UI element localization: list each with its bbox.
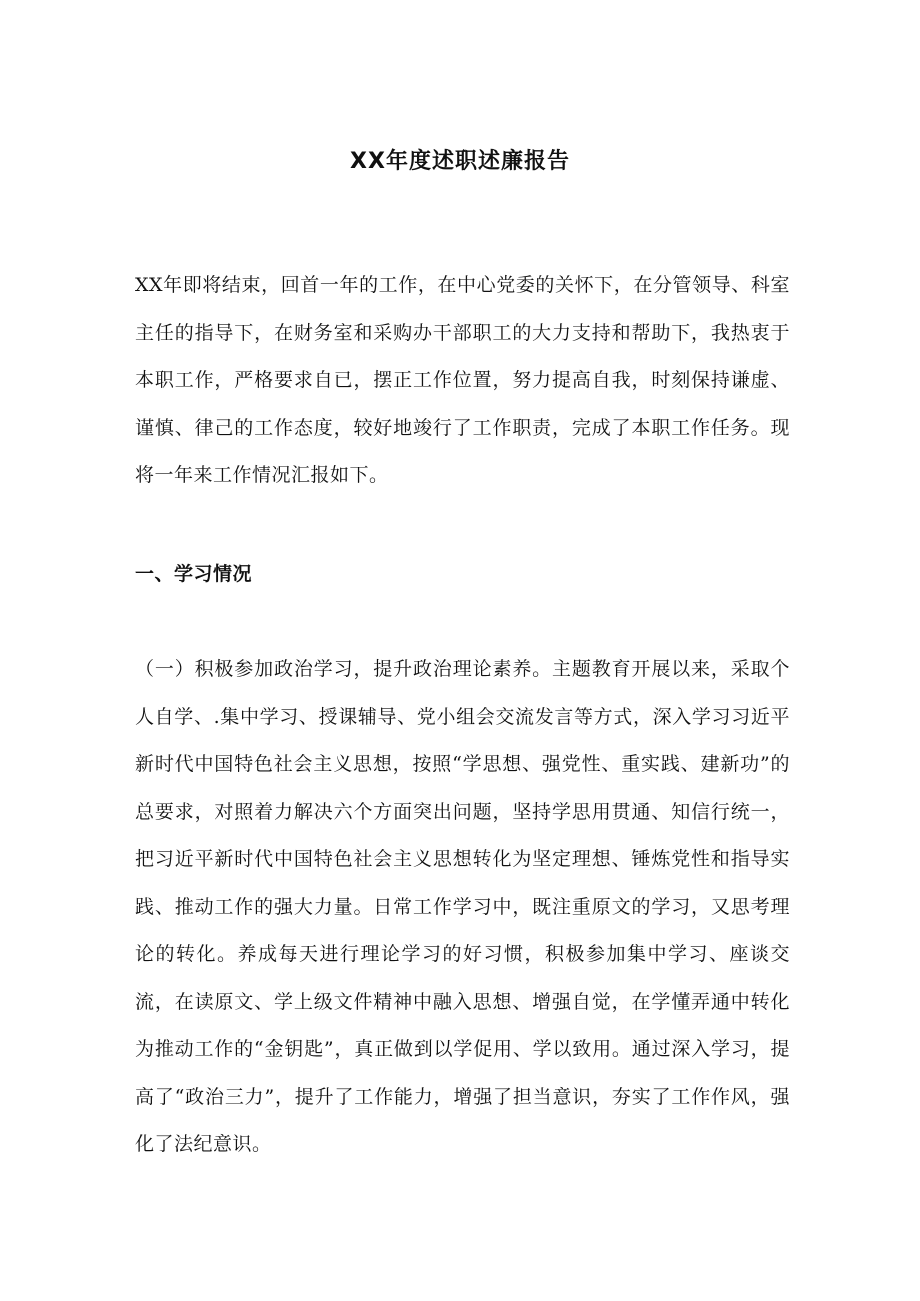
section-paragraph-political-study: （一）积极参加政治学习，提升政治理论素养。主题教育开展以来，采取个人自学、.集中学习、授课辅导、党小组会交流发言等方式，深入学习习近平新时代中国特色社会主义思想，按照“学思想、强党性、重实践、建新功”的总要求，对照着力解决六个方面突出问题，坚持学思用贯通、知信行统一，把习近平新时代中国特色社会主义思想转化为坚定理想、锤炼党性和指导实践、推动工作的强大力量。日常工作学习中，既注重原文的学习，又思考理论的转化。养成每天进行理论学习的好习惯，积极参加集中学习、座谈交流，在读原文、学上级文件精神中融入思想、增强自觉，在学懂弄通中转化为推动工作的“金钥匙”，真正做到以学促用、学以致用。通过深入学习，提高了“政治三力”，提升了工作能力，增强了担当意识，夯实了工作作风，强化了法纪意识。 — [135, 658, 790, 1155]
document-title: XX年度述职述廉报告 — [350, 149, 570, 174]
intro-paragraph: XX年即将结束，回首一年的工作，在中心党委的关怀下，在分管领导、科室主任的指导下，在财务室和采购办干部职工的大力支持和帮助下，我热衷于本职工作，严格要求自已，摆正工作位置，努力提高自我，时刻保持谦虚、谨慎、律己的工作态度，较好地竣行了工作职责，完成了本职工作任务。现将一年来工作情况汇报如下。 — [135, 274, 790, 486]
section-heading-study: 一、学习情况 — [135, 563, 253, 585]
